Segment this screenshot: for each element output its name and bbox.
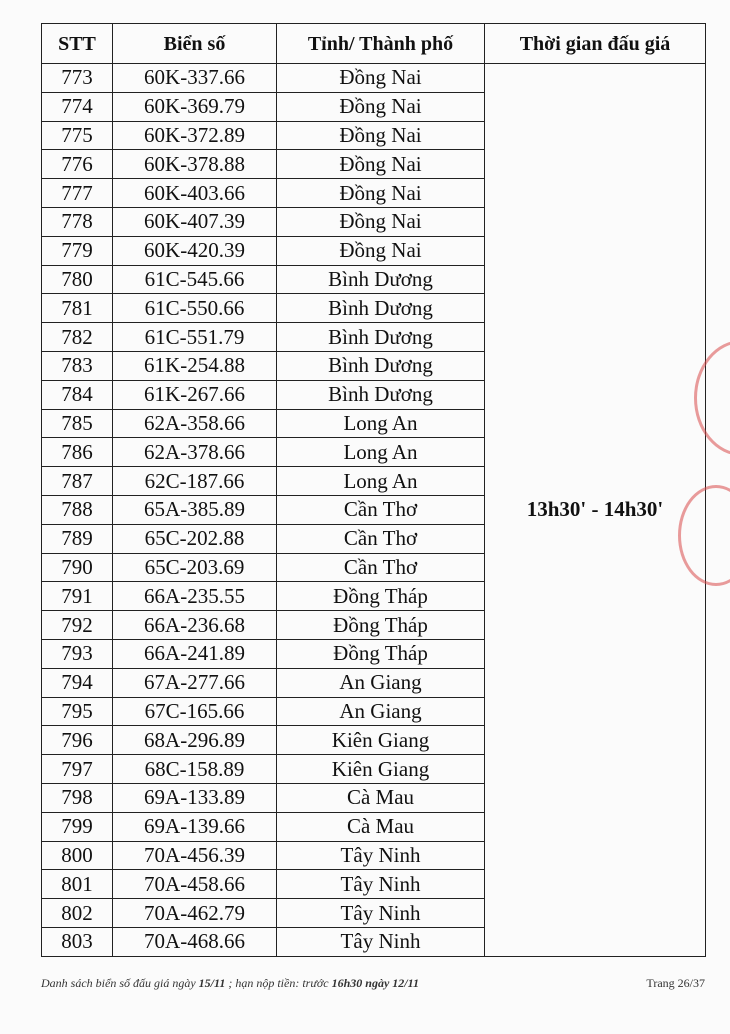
cell-plate: 65A-385.89	[113, 495, 277, 524]
cell-province: An Giang	[277, 668, 485, 697]
cell-stt: 774	[42, 92, 113, 121]
cell-plate: 66A-236.68	[113, 611, 277, 640]
cell-plate: 67C-165.66	[113, 697, 277, 726]
table-row	[42, 64, 706, 93]
cell-province: An Giang	[277, 697, 485, 726]
cell-plate: 65C-202.88	[113, 524, 277, 553]
cell-stt: 776	[42, 150, 113, 179]
cell-stt: 781	[42, 294, 113, 323]
cell-stt: 782	[42, 323, 113, 352]
cell-plate: 67A-277.66	[113, 668, 277, 697]
cell-stt: 784	[42, 380, 113, 409]
page-number: Trang 26/37	[646, 976, 705, 990]
cell-plate: 66A-235.55	[113, 582, 277, 611]
cell-province: Cà Mau	[277, 812, 485, 841]
cell-plate: 68C-158.89	[113, 755, 277, 784]
cell-stt: 786	[42, 438, 113, 467]
cell-plate: 61K-267.66	[113, 380, 277, 409]
cell-stt: 779	[42, 236, 113, 265]
footer-deadline: 16h30 ngày 12/11	[331, 976, 419, 990]
cell-plate: 60K-420.39	[113, 236, 277, 265]
table-header-row	[42, 24, 706, 64]
cell-province: Kiên Giang	[277, 755, 485, 784]
cell-stt: 798	[42, 783, 113, 812]
cell-plate: 62C-187.66	[113, 467, 277, 496]
cell-stt: 803	[42, 927, 113, 956]
cell-stt: 795	[42, 697, 113, 726]
cell-province: Long An	[277, 467, 485, 496]
cell-plate: 61C-551.79	[113, 323, 277, 352]
cell-stt: 793	[42, 639, 113, 668]
cell-plate: 70A-456.39	[113, 841, 277, 870]
cell-plate: 66A-241.89	[113, 639, 277, 668]
cell-plate: 65C-203.69	[113, 553, 277, 582]
auction-plate-table	[41, 23, 706, 957]
footer-prefix: Danh sách biển số đấu giá ngày	[41, 976, 199, 990]
cell-plate: 60K-407.39	[113, 207, 277, 236]
cell-province: Bình Dương	[277, 323, 485, 352]
cell-plate: 62A-358.66	[113, 409, 277, 438]
cell-province: Đồng Nai	[277, 150, 485, 179]
cell-stt: 796	[42, 726, 113, 755]
cell-province: Đồng Tháp	[277, 582, 485, 611]
cell-province: Bình Dương	[277, 294, 485, 323]
cell-stt: 789	[42, 524, 113, 553]
cell-province: Đồng Nai	[277, 207, 485, 236]
cell-plate: 62A-378.66	[113, 438, 277, 467]
cell-stt: 788	[42, 495, 113, 524]
cell-plate: 70A-458.66	[113, 870, 277, 899]
cell-plate: 70A-462.79	[113, 899, 277, 928]
cell-province: Bình Dương	[277, 380, 485, 409]
cell-plate: 69A-133.89	[113, 783, 277, 812]
cell-province: Đồng Nai	[277, 179, 485, 208]
cell-stt: 802	[42, 899, 113, 928]
cell-plate: 60K-369.79	[113, 92, 277, 121]
header-stt: STT	[42, 24, 113, 64]
cell-plate: 60K-403.66	[113, 179, 277, 208]
cell-province: Bình Dương	[277, 351, 485, 380]
cell-stt: 794	[42, 668, 113, 697]
cell-stt: 790	[42, 553, 113, 582]
cell-stt: 778	[42, 207, 113, 236]
cell-stt: 787	[42, 467, 113, 496]
cell-plate: 60K-372.89	[113, 121, 277, 150]
cell-province: Tây Ninh	[277, 870, 485, 899]
cell-province: Cà Mau	[277, 783, 485, 812]
cell-province: Đồng Tháp	[277, 611, 485, 640]
cell-province: Đồng Nai	[277, 92, 485, 121]
header-auction-time: Thời gian đấu giá	[485, 24, 706, 64]
page-footer	[41, 976, 705, 991]
cell-stt: 785	[42, 409, 113, 438]
cell-province: Đồng Tháp	[277, 639, 485, 668]
cell-province: Đồng Nai	[277, 236, 485, 265]
cell-province: Tây Ninh	[277, 899, 485, 928]
cell-province: Tây Ninh	[277, 927, 485, 956]
cell-province: Đồng Nai	[277, 64, 485, 93]
cell-stt: 799	[42, 812, 113, 841]
cell-plate: 70A-468.66	[113, 927, 277, 956]
cell-stt: 791	[42, 582, 113, 611]
cell-stt: 777	[42, 179, 113, 208]
cell-province: Kiên Giang	[277, 726, 485, 755]
cell-plate: 60K-378.88	[113, 150, 277, 179]
cell-stt: 801	[42, 870, 113, 899]
cell-plate: 68A-296.89	[113, 726, 277, 755]
cell-plate: 60K-337.66	[113, 64, 277, 93]
header-province: Tỉnh/ Thành phố	[277, 24, 485, 64]
cell-plate: 61C-550.66	[113, 294, 277, 323]
cell-plate: 61C-545.66	[113, 265, 277, 294]
cell-stt: 797	[42, 755, 113, 784]
cell-province: Bình Dương	[277, 265, 485, 294]
cell-stt: 792	[42, 611, 113, 640]
footer-middle: ; hạn nộp tiền: trước	[225, 976, 332, 990]
cell-province: Long An	[277, 409, 485, 438]
cell-plate: 61K-254.88	[113, 351, 277, 380]
cell-stt: 780	[42, 265, 113, 294]
cell-province: Đồng Nai	[277, 121, 485, 150]
footer-auction-date: 15/11	[198, 976, 226, 990]
cell-province: Cần Thơ	[277, 553, 485, 582]
cell-stt: 775	[42, 121, 113, 150]
cell-auction-time: 13h30' - 14h30'	[485, 64, 706, 957]
cell-province: Tây Ninh	[277, 841, 485, 870]
cell-province: Cần Thơ	[277, 495, 485, 524]
cell-province: Cần Thơ	[277, 524, 485, 553]
header-plate: Biển số	[113, 24, 277, 64]
cell-stt: 800	[42, 841, 113, 870]
cell-stt: 783	[42, 351, 113, 380]
cell-plate: 69A-139.66	[113, 812, 277, 841]
cell-stt: 773	[42, 64, 113, 93]
cell-province: Long An	[277, 438, 485, 467]
